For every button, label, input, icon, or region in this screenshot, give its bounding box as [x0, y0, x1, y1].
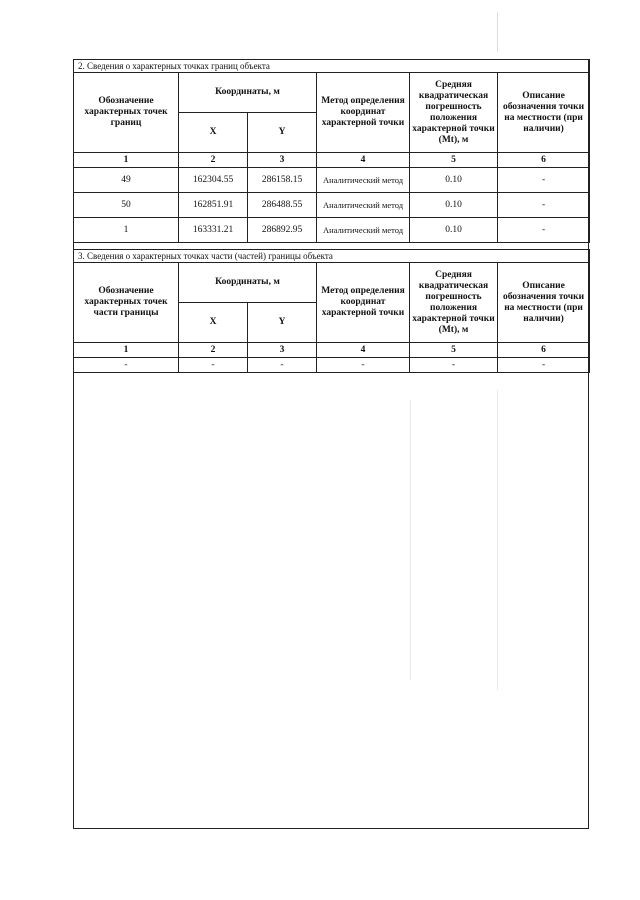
header-coordinates: Координаты, м [179, 73, 317, 113]
table-row [74, 193, 590, 218]
header-x: X [179, 113, 248, 153]
scan-artifact [497, 12, 498, 52]
table-row [74, 218, 590, 243]
header-description: Описание обозначения точки на местности (при наличии) [498, 73, 590, 153]
table-row [74, 168, 590, 193]
col-number: 3 [248, 153, 317, 168]
col-number: 2 [179, 343, 248, 358]
method-cell: - [317, 358, 410, 373]
col-number: 5 [410, 153, 498, 168]
col-number: 1 [74, 343, 179, 358]
scan-artifact [410, 400, 411, 680]
header-accuracy: Средняя квадратическая погрешность положения характерной точки (Mt), м [410, 263, 498, 343]
description-cell: - [498, 193, 590, 218]
method-cell: Аналитический метод [317, 218, 410, 243]
header-description: Описание обозначения точки на местности (при наличии) [498, 263, 590, 343]
header-method: Метод определения координат характерной точки [317, 73, 410, 153]
header-x: X [179, 303, 248, 343]
method-cell: Аналитический метод [317, 168, 410, 193]
method-cell: Аналитический метод [317, 193, 410, 218]
coord-y: 286488.55 [248, 193, 317, 218]
coord-x: - [179, 358, 248, 373]
header-coordinates: Координаты, м [179, 263, 317, 303]
section3-title: 3. Сведения о характерных точках части (частей) границы объекта [74, 250, 590, 263]
col-number: 6 [498, 343, 590, 358]
section3-table [73, 249, 590, 373]
coord-y: 286158.15 [248, 168, 317, 193]
coord-y: - [248, 358, 317, 373]
col-number: 5 [410, 343, 498, 358]
accuracy-cell: 0.10 [410, 193, 498, 218]
col-number: 4 [317, 343, 410, 358]
point-id: 50 [74, 193, 179, 218]
header-y: Y [248, 113, 317, 153]
table-row [74, 358, 590, 373]
section2-table [73, 59, 590, 243]
accuracy-cell: 0.10 [410, 168, 498, 193]
accuracy-cell: - [410, 358, 498, 373]
accuracy-cell: 0.10 [410, 218, 498, 243]
col-number: 2 [179, 153, 248, 168]
description-cell: - [498, 168, 590, 193]
col-number: 1 [74, 153, 179, 168]
header-method: Метод определения координат характерной точки [317, 263, 410, 343]
point-id: 49 [74, 168, 179, 193]
section2-title: 2. Сведения о характерных точках границ объекта [74, 60, 590, 73]
coord-y: 286892.95 [248, 218, 317, 243]
col-number: 4 [317, 153, 410, 168]
header-designation: Обозначение характерных точек части границы [74, 263, 179, 343]
col-number: 3 [248, 343, 317, 358]
description-cell: - [498, 358, 590, 373]
coord-x: 162851.91 [179, 193, 248, 218]
coord-x: 163331.21 [179, 218, 248, 243]
scan-artifact [497, 390, 498, 690]
header-designation: Обозначение характерных точек границ [74, 73, 179, 153]
description-cell: - [498, 218, 590, 243]
header-y: Y [248, 303, 317, 343]
point-id: - [74, 358, 179, 373]
point-id: 1 [74, 218, 179, 243]
col-number: 6 [498, 153, 590, 168]
coord-x: 162304.55 [179, 168, 248, 193]
header-accuracy: Средняя квадратическая погрешность положения характерной точки (Mt), м [410, 73, 498, 153]
